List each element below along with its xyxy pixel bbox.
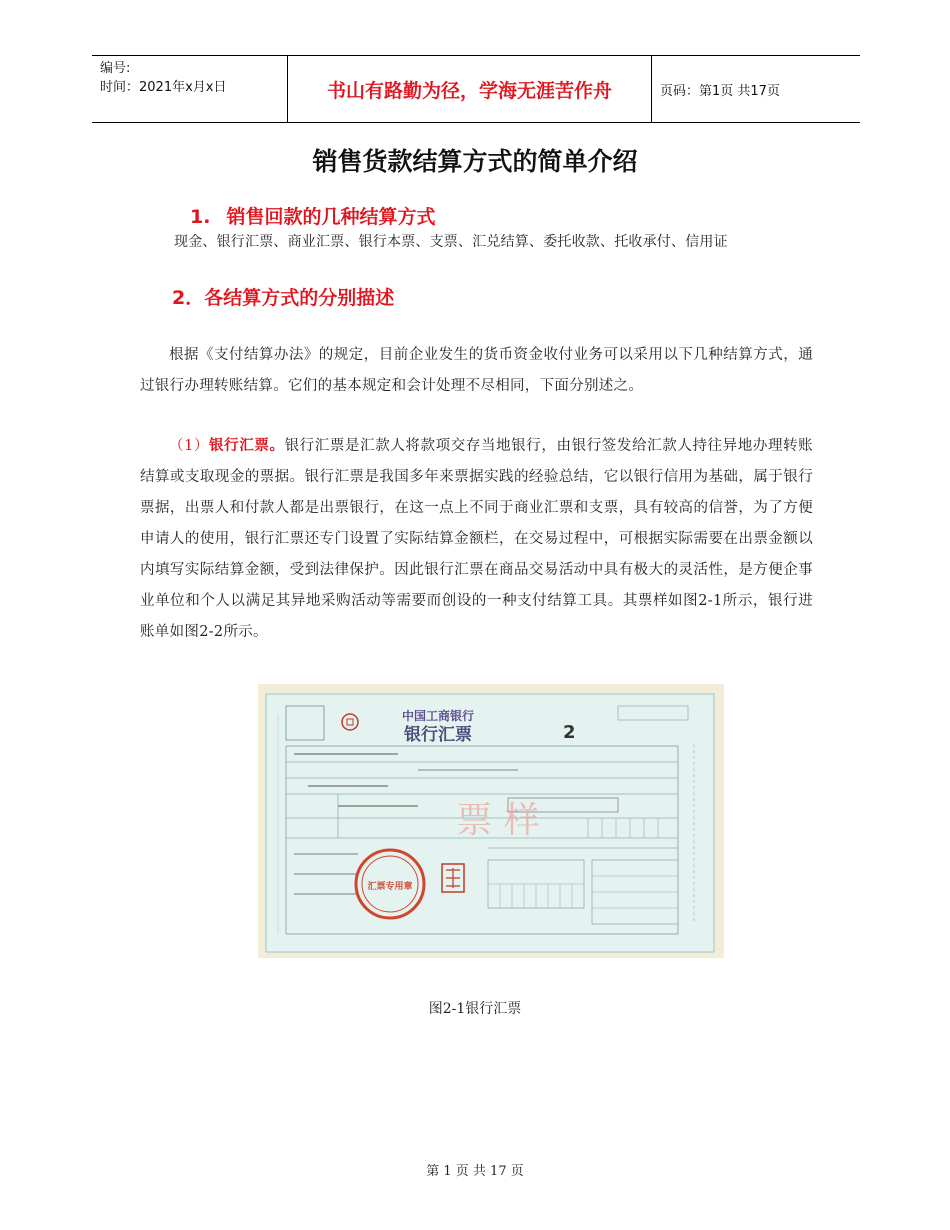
section-1-title: 销售回款的几种结算方式 [226,206,436,228]
sample-watermark: 票 样 [456,800,540,841]
draft-title: 银行汇票 [404,725,472,745]
bank-draft-image [258,684,724,958]
page-info: 页码：第1页 共17页 [660,83,780,99]
time-label: 时间：2021年x月x日 [100,80,227,95]
figure-caption: 图2-1银行汇票 [428,1001,522,1017]
document-title: 销售货款结算方式的简单介绍 [312,147,638,176]
section-2-heading: 2．各结算方式的分别描述 [172,287,395,309]
settlement-methods-list: 现金、银行汇票、商业汇票、银行本票、支票、汇兑结算、委托收款、托收承付、信用证 [174,234,728,250]
page-header [92,55,860,123]
motto: 书山有路勤为径，学海无涯苦作舟 [287,56,652,122]
seal-label: 汇票专用章 [367,882,413,892]
bank-draft-illustration [258,684,724,958]
page-footer: 第 1 页 共 17 页 [426,1164,524,1179]
section-1-number: 1. [190,206,211,228]
paragraph-intro: 根据《支付结算办法》的规定，目前企业发生的货币资金收付业务可以采用以下几种结算方式，通过银行办理转账结算。它们的基本规定和会计处理不尽相同，下面分别述之。 [140,347,813,394]
paragraph-lead-number: （1） [169,438,210,454]
number-label: 编号: [100,61,131,76]
header-meta [100,59,226,97]
section-1-heading [190,202,435,229]
paragraph-lead-title: 银行汇票。 [209,437,285,454]
copy-number: 2 [563,722,576,743]
bank-name: 中国工商银行 [401,709,475,723]
paragraph-bank-draft [140,430,813,648]
paragraph-body: 银行汇票是汇款人将款项交存当地银行，由银行签发给汇款人持往异地办理转账结算或支取现金的票据。银行汇票是我国多年来票据实践的经验总结，它以银行信用为基础，属于银行票据，出票人和付款人都是出票银行，在这一点上不同于商业汇票和支票，具有较高的信誉，为了方便申请人的使用，银行汇票还专门设置了实际结算金额栏，在交易过程中，可根据实际需要在出票金额以内填写实际结算金额，受到法律保护。因此银行汇票在商品交易活动中具有极大的灵活性，是方便企事业单位和个人以满足其异地采购活动等需要而创设的一种支付结算工具。其票样如图2-1所示，银行进账单如图2-2所示。 [140,438,813,640]
